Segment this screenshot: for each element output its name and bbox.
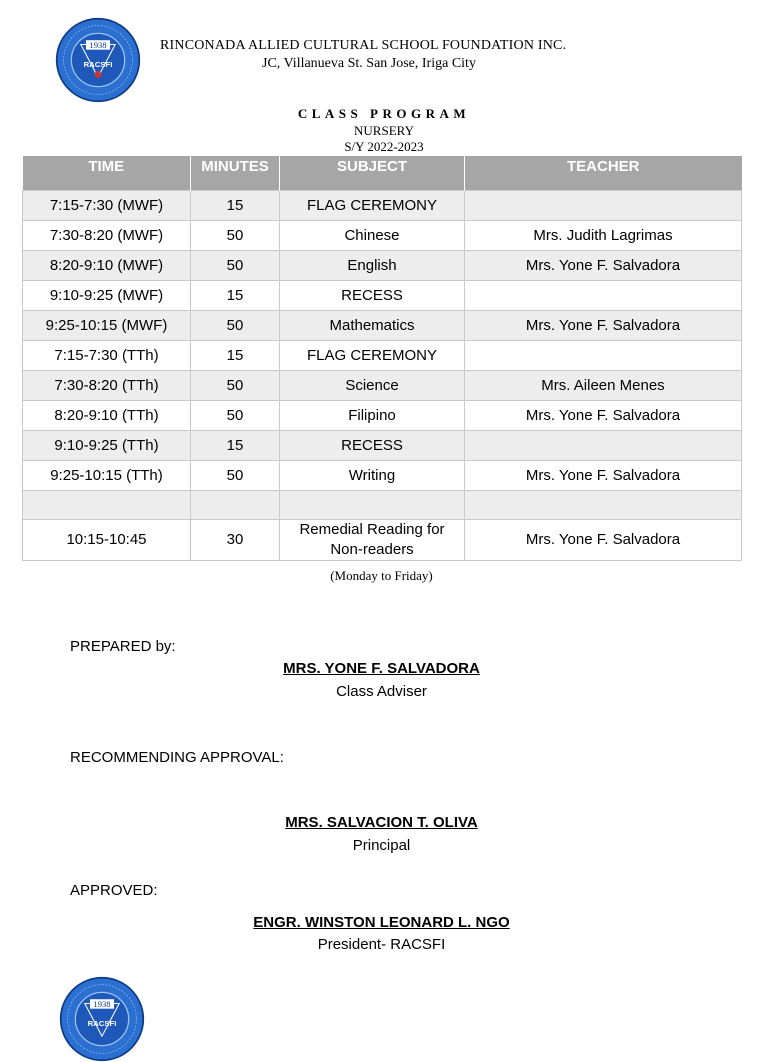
cell-minutes: 50 — [191, 401, 280, 431]
school-address: JC, Villanueva St. San Jose, Iriga City — [262, 56, 476, 71]
cell-minutes: 50 — [191, 311, 280, 341]
cell-time: 8:20-9:10 (MWF) — [23, 251, 191, 281]
cell-teacher — [465, 281, 742, 311]
cell-minutes: 15 — [191, 281, 280, 311]
program-title: CLASS PROGRAM — [297, 106, 471, 121]
grade-level: NURSERY — [354, 123, 414, 138]
school-logo — [59, 976, 145, 1062]
approved-label: APPROVED: — [70, 882, 158, 899]
cell-teacher: Mrs. Yone F. Salvadora — [465, 401, 742, 431]
cell-minutes: 15 — [191, 191, 280, 221]
prepared-name: MRS. YONE F. SALVADORA — [283, 660, 480, 677]
header-teacher: TEACHER — [465, 156, 742, 191]
cell-time: 9:25-10:15 (TTh) — [23, 461, 191, 491]
school-logo — [55, 17, 141, 103]
schedule-note: (Monday to Friday) — [330, 568, 433, 583]
table-row — [23, 431, 742, 461]
table-row — [23, 401, 742, 431]
school-name: RINCONADA ALLIED CULTURAL SCHOOL FOUNDATION INC. — [160, 38, 567, 53]
cell-time: 7:30-8:20 (MWF) — [23, 221, 191, 251]
cell-subject: Mathematics — [280, 311, 465, 341]
table-row — [23, 191, 742, 221]
cell-subject: Science — [280, 371, 465, 401]
cell-time: 9:10-9:25 (MWF) — [23, 281, 191, 311]
cell-minutes: 50 — [191, 371, 280, 401]
prepared-label: PREPARED by: — [70, 638, 176, 655]
cell-time: 8:20-9:10 (TTh) — [23, 401, 191, 431]
recommending-role: Principal — [352, 837, 411, 854]
prepared-role: Class Adviser — [336, 683, 427, 700]
cell-subject: Writing — [280, 461, 465, 491]
svg-text:1938: 1938 — [89, 39, 107, 50]
cell-minutes — [191, 491, 280, 520]
cell-time: 7:30-8:20 (TTh) — [23, 371, 191, 401]
table-row — [23, 251, 742, 281]
approved-name: ENGR. WINSTON LEONARD L. NGO — [253, 914, 510, 931]
approved-role: President- RACSFI — [317, 936, 446, 953]
cell-time: 7:15-7:30 (MWF) — [23, 191, 191, 221]
table-row — [23, 371, 742, 401]
cell-time: 10:15-10:45 — [23, 520, 191, 561]
cell-teacher: Mrs. Yone F. Salvadora — [465, 311, 742, 341]
cell-subject: RECESS — [280, 431, 465, 461]
cell-teacher: Mrs. Judith Lagrimas — [465, 221, 742, 251]
cell-time — [23, 491, 191, 520]
cell-time: 9:25-10:15 (MWF) — [23, 311, 191, 341]
cell-minutes: 15 — [191, 431, 280, 461]
cell-teacher — [465, 491, 742, 520]
cell-teacher: Mrs. Aileen Menes — [465, 371, 742, 401]
cell-subject: FLAG CEREMONY — [280, 191, 465, 221]
class-schedule-table — [22, 156, 742, 561]
cell-minutes: 50 — [191, 251, 280, 281]
cell-subject — [280, 491, 465, 520]
table-row — [23, 341, 742, 371]
school-year: S/Y 2022-2023 — [344, 139, 424, 154]
cell-teacher: Mrs. Yone F. Salvadora — [465, 251, 742, 281]
header-subject: SUBJECT — [280, 156, 465, 191]
cell-time: 9:10-9:25 (TTh) — [23, 431, 191, 461]
cell-subject: Chinese — [280, 221, 465, 251]
cell-minutes: 30 — [191, 520, 280, 561]
cell-subject: English — [280, 251, 465, 281]
cell-subject: Remedial Reading for Non-readers — [280, 520, 465, 561]
table-row — [23, 281, 742, 311]
cell-teacher: Mrs. Yone F. Salvadora — [465, 461, 742, 491]
cell-subject: RECESS — [280, 281, 465, 311]
cell-minutes: 15 — [191, 341, 280, 371]
cell-minutes: 50 — [191, 461, 280, 491]
table-row — [23, 520, 742, 561]
table-row-blank — [23, 491, 742, 520]
table-header-row — [23, 156, 742, 191]
recommending-label: RECOMMENDING APPROVAL: — [70, 749, 284, 766]
svg-text:RACSFI: RACSFI — [83, 59, 113, 69]
header-minutes: MINUTES — [191, 156, 280, 191]
cell-minutes: 50 — [191, 221, 280, 251]
table-row — [23, 221, 742, 251]
header-time: TIME — [23, 156, 191, 191]
cell-teacher — [465, 431, 742, 461]
cell-teacher: Mrs. Yone F. Salvadora — [465, 520, 742, 561]
svg-text:1938: 1938 — [93, 998, 111, 1009]
cell-time: 7:15-7:30 (TTh) — [23, 341, 191, 371]
table-row — [23, 461, 742, 491]
table-row — [23, 311, 742, 341]
cell-subject: FLAG CEREMONY — [280, 341, 465, 371]
cell-teacher — [465, 191, 742, 221]
cell-subject: Filipino — [280, 401, 465, 431]
cell-teacher — [465, 341, 742, 371]
svg-text:RACSFI: RACSFI — [87, 1018, 117, 1028]
recommending-name: MRS. SALVACION T. OLIVA — [285, 814, 478, 831]
